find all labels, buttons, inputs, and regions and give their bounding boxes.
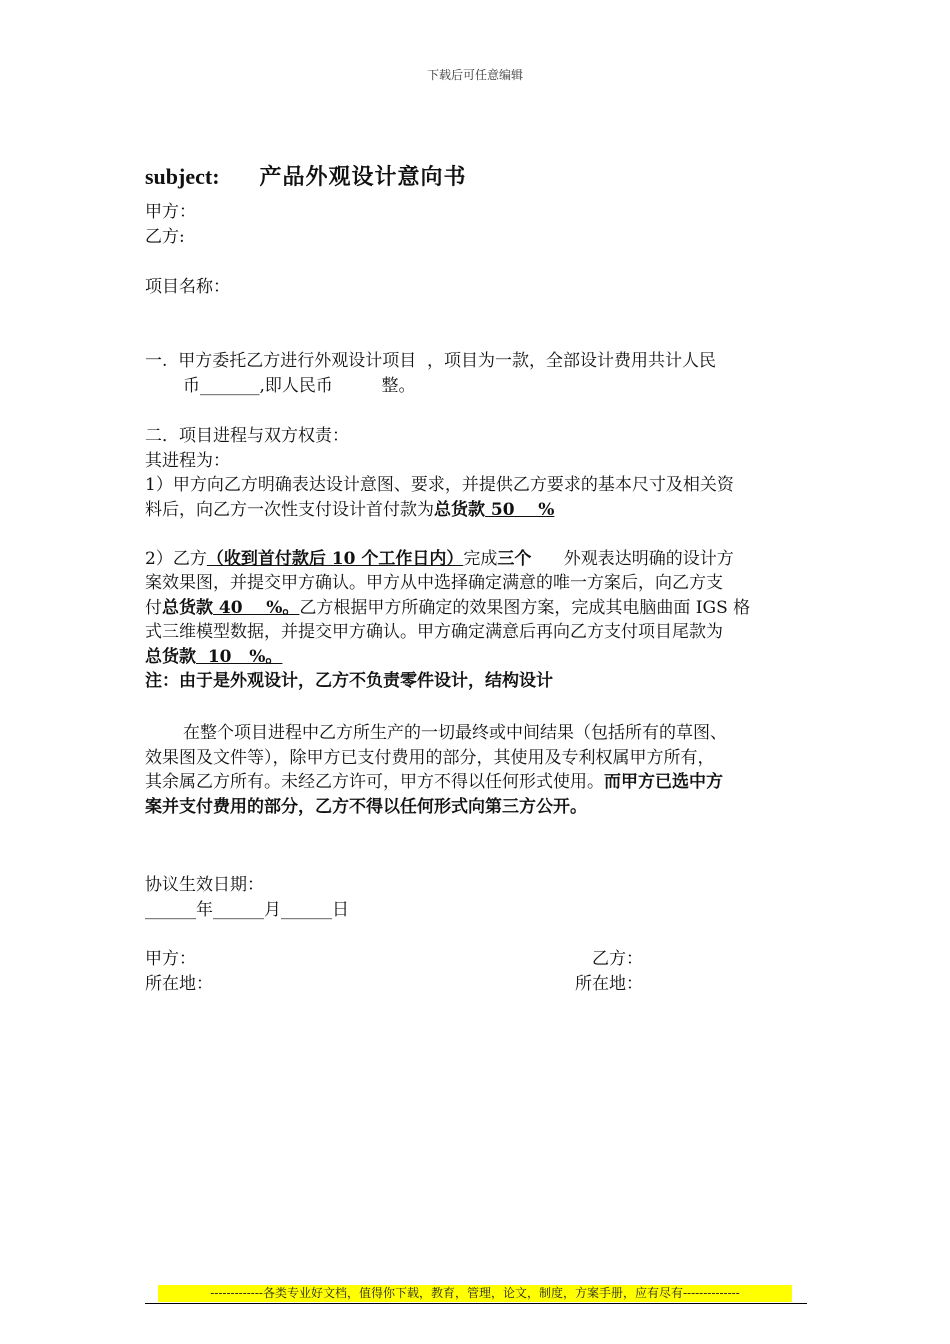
- effective-date-block: [145, 873, 807, 922]
- party-b-signature: [575, 947, 643, 996]
- section-1-text-end: ,即人民币 整。: [259, 375, 416, 396]
- title-prefix: subject:: [145, 164, 220, 189]
- step-2-bold: 总货款: [162, 597, 213, 618]
- effective-date-blank: ______年______月______日: [145, 899, 349, 920]
- ownership-bold: 而甲方已选中方: [604, 772, 723, 792]
- step-3-percent: 10 %。: [196, 646, 283, 667]
- ownership-clause: [145, 721, 807, 819]
- step-2-line-5: [145, 645, 807, 670]
- ownership-line-2: 效果图及文件等），除甲方已支付费用的部分，其使用及专利权属甲方所有，: [145, 747, 715, 768]
- step-1-line-2: [145, 498, 807, 523]
- page-header: 下载后可任意编辑: [426, 68, 523, 82]
- design-note: 注：由于是外观设计，乙方不负责零件设计，结构设计: [145, 671, 553, 691]
- ownership-text: 其余属乙方所有。未经乙方许可，甲方不得以任何形式使用。: [145, 772, 604, 792]
- section-1-line-1: 一. 甲方委托乙方进行外观设计项目 ，项目为一款，全部设计费用共计人民: [145, 351, 717, 371]
- section-2-intro: 其进程为：: [145, 450, 230, 471]
- fee-blank: _______: [200, 375, 260, 396]
- step-2-deadline: （收到首付款后 10 个工作日内）: [206, 548, 464, 569]
- step-2-text: 2）乙方: [145, 548, 207, 569]
- step-1-bold: 总货款: [434, 499, 485, 520]
- section-2-heading: 二．项目进程与双方权责：: [145, 426, 349, 446]
- section-2: [145, 424, 807, 694]
- party-a-label: 甲方：: [145, 202, 196, 222]
- step-1-percent: 50 %: [485, 499, 555, 520]
- ownership-line-4: 案并支付费用的部分，乙方不得以任何形式向第三方公开。: [145, 796, 587, 817]
- step-3-bold: 总货款: [145, 646, 196, 667]
- section-1-text: 币: [183, 375, 200, 396]
- step-2-percent: 40 %。: [213, 597, 300, 618]
- footer-divider: [145, 1303, 807, 1304]
- sig-location-a: 所在地：: [145, 973, 213, 994]
- section-1-line-2: [145, 374, 807, 399]
- step-1-text: 料后，向乙方一次性支付设计首付款为: [145, 499, 434, 520]
- step-2-line-4: 式三维模型数据，并提交甲方确认。甲方确定满意后再向乙方支付项目尾款为: [145, 622, 723, 642]
- step-2-text-5: 乙方根据甲方所确定的效果图方案，完成其电脑曲面 IGS 格: [299, 597, 751, 618]
- ownership-line-1: 在整个项目进程中乙方所生产的一切最终或中间结果（包括所有的草图、: [183, 723, 727, 743]
- step-2-line-2: 案效果图，并提交甲方确认。甲方从中选择确定满意的唯一方案后，向乙方支: [145, 573, 723, 593]
- page-footer: -------------各类专业好文档，值得你下载，教育，管理，论文，制度，方案手册，应有尽有--------------: [210, 1286, 740, 1300]
- ownership-line-3: [145, 770, 807, 795]
- document-title: [145, 160, 467, 191]
- parties-block: [145, 200, 807, 249]
- section-1: [145, 349, 807, 398]
- step-1-line-1: 1）甲方向乙方明确表达设计意图、要求，并提供乙方要求的基本尺寸及相关资: [145, 475, 734, 495]
- step-2-text-2: 完成: [463, 548, 498, 569]
- project-name-label: 项目名称：: [145, 277, 230, 297]
- step-2-line-3: [145, 596, 807, 621]
- step-2-line-1: [145, 547, 807, 572]
- party-b-label: 乙方:: [145, 226, 185, 247]
- step-2-count: 三个: [497, 548, 532, 569]
- step-2-text-3: 外观表达明确的设计方: [531, 548, 734, 569]
- effective-date-label: 协议生效日期：: [145, 875, 264, 895]
- sig-location-b: 所在地：: [575, 973, 643, 994]
- title-main: 产品外观设计意向书: [259, 165, 467, 190]
- sig-party-b: 乙方：: [592, 949, 643, 969]
- party-a-signature: [145, 947, 213, 996]
- sig-party-a: 甲方：: [145, 949, 196, 969]
- step-2-text-4: 付: [145, 597, 162, 618]
